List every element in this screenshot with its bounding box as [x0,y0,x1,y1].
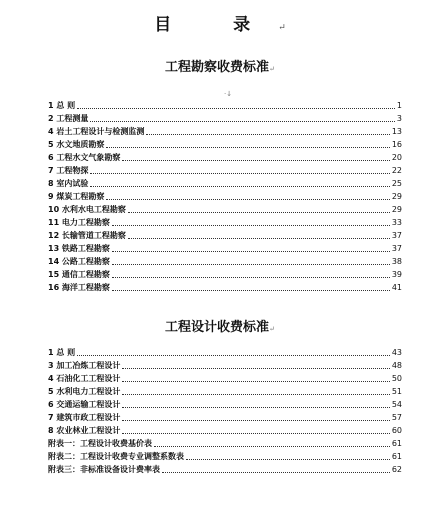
toc-entry-label: 1 总 则 [48,101,76,110]
toc-entry-label: 16 海洋工程勘察 [48,283,110,292]
toc-entry[interactable] [48,189,402,202]
toc-entry-page: 37 [391,244,402,253]
toc-entry-page: 51 [391,387,402,396]
toc-entry-label: 附表二：工程设计收费专业调整系数表 [48,452,184,461]
toc-entry-page: 60 [391,426,402,435]
toc-entry-page: 22 [391,166,402,175]
toc-entry-label: 9 煤炭工程勘察 [48,192,105,201]
toc-entry[interactable] [48,150,402,163]
toc-entry-page: 25 [391,179,402,188]
toc-entry-label: 7 建筑市政工程设计 [48,413,121,422]
toc-entry[interactable] [48,202,402,215]
toc-entry-label: 2 工程测量 [48,114,89,123]
toc-leader [90,120,395,122]
toc-leader [122,367,389,369]
toc-leader [122,419,389,421]
toc-entry-page: 13 [391,127,402,136]
toc-leader [128,237,390,239]
toc-leader [122,159,389,161]
toc-entry[interactable] [48,176,402,189]
toc-entry-page: 57 [391,413,402,422]
toc-entry-page: 43 [391,348,402,357]
toc-leader [146,133,389,135]
toc-entry[interactable] [48,449,402,462]
toc-entry[interactable] [48,111,402,124]
toc-entry-page: 61 [391,452,402,461]
toc-entry-label: 1 总 则 [48,348,76,357]
toc-leader [122,406,389,408]
section-title-design: 工程设计收费标准↵ [165,320,275,335]
toc-entry-label: 6 工程水文气象勘察 [48,153,121,162]
paragraph-mark-icon: ↵ [269,65,275,73]
toc-entry-page: 29 [391,205,402,214]
toc-entry[interactable] [48,163,402,176]
toc-entry-label: 3 加工冶炼工程设计 [48,361,121,370]
toc-leader [186,458,390,460]
toc-survey [48,98,402,293]
toc-entry[interactable] [48,371,402,384]
toc-entry-label: 附表三：非标准设备设计费率表 [48,465,160,474]
toc-entry-label: 附表一：工程设计收费基价表 [48,439,152,448]
toc-entry-page: 48 [391,361,402,370]
section-title-survey: 工程勘察收费标准↵ [165,60,275,75]
toc-entry-page: 62 [391,465,402,474]
toc-entry[interactable] [48,345,402,358]
toc-entry[interactable] [48,423,402,436]
toc-entry-page: 16 [391,140,402,149]
toc-entry-label: 12 长输管道工程勘察 [48,231,126,240]
toc-entry[interactable] [48,280,402,293]
page-title: 目 录↵ [154,15,286,35]
toc-entry-label: 15 通信工程勘察 [48,270,110,279]
toc-entry[interactable] [48,215,402,228]
toc-leader [154,445,390,447]
toc-leader [106,198,389,200]
toc-entry-page: 20 [391,153,402,162]
toc-entry[interactable] [48,267,402,280]
toc-entry[interactable] [48,358,402,371]
toc-entry[interactable] [48,241,402,254]
stray-mark-icon: ·↓ [224,90,233,98]
toc-leader [128,211,390,213]
toc-leader [112,250,390,252]
paragraph-mark-icon: ↵ [269,325,275,333]
toc-entry-label: 14 公路工程勘察 [48,257,110,266]
toc-entry[interactable] [48,397,402,410]
toc-entry[interactable] [48,137,402,150]
toc-entry[interactable] [48,436,402,449]
toc-entry-label: 4 岩土工程设计与检测监测 [48,127,145,136]
toc-entry-label: 5 水利电力工程设计 [48,387,121,396]
toc-leader [90,185,389,187]
toc-entry-label: 4 石油化工工程设计 [48,374,121,383]
toc-entry-page: 33 [391,218,402,227]
toc-entry-label: 11 电力工程勘察 [48,218,110,227]
toc-leader [162,471,390,473]
toc-entry-label: 10 水利水电工程勘察 [48,205,126,214]
toc-leader [112,263,390,265]
toc-leader [112,224,390,226]
toc-entry[interactable] [48,98,402,111]
toc-leader [90,172,389,174]
toc-leader [112,289,390,291]
toc-leader [77,107,395,109]
toc-entry[interactable] [48,254,402,267]
toc-leader [122,380,389,382]
toc-entry-label: 8 室内试验 [48,179,89,188]
toc-entry-label: 5 水文地质勘察 [48,140,105,149]
toc-entry-page: 1 [396,101,402,110]
toc-leader [122,393,389,395]
toc-entry-page: 38 [391,257,402,266]
toc-entry-label: 13 铁路工程勘察 [48,244,110,253]
toc-entry-page: 54 [391,400,402,409]
toc-leader [112,276,390,278]
toc-design [48,345,402,475]
toc-entry-label: 8 农业林业工程设计 [48,426,121,435]
toc-entry[interactable] [48,124,402,137]
toc-entry-page: 41 [391,283,402,292]
toc-leader [77,354,390,356]
toc-entry[interactable] [48,228,402,241]
toc-entry-label: 6 交通运输工程设计 [48,400,121,409]
paragraph-mark-icon: ↵ [278,23,286,33]
toc-entry-page: 3 [396,114,402,123]
toc-entry-label: 7 工程物探 [48,166,89,175]
toc-entry[interactable] [48,462,402,475]
toc-entry-page: 50 [391,374,402,383]
toc-entry-page: 61 [391,439,402,448]
toc-entry[interactable] [48,384,402,397]
toc-leader [122,432,389,434]
toc-entry[interactable] [48,410,402,423]
toc-entry-page: 29 [391,192,402,201]
toc-entry-page: 37 [391,231,402,240]
toc-entry-page: 39 [391,270,402,279]
toc-leader [106,146,389,148]
